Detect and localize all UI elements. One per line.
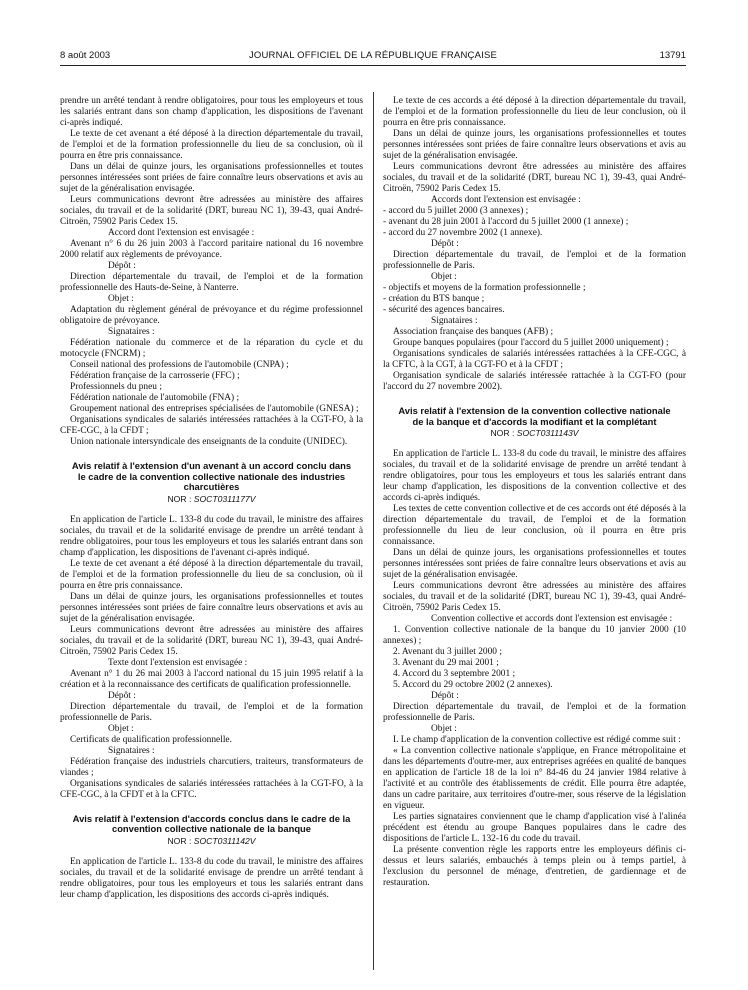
paragraph: Direction départementale du travail, de l'emploi et de la formation professionnelle de Paris. [60,701,363,723]
section-label: Objet : [108,723,134,734]
nor-reference: NOR : SOCT0311177V [167,493,256,504]
paragraph: Le texte de cet avenant a été déposé à la direction départementale du travail, de l'emploi et de la formation professionnelle du lieu de sa conclusion, où il pourra en être pris connaissance. [60,129,363,161]
signatory: Conseil national des professions de l'automobile (CNPA) ; [70,360,289,370]
paragraph: Leurs communications devront être adressées au ministère des affaires sociales, du travail et de la solidarité (DRT, bureau NC 1), 39-43, quai André-Citroën, 75902 Paris Cedex 15. [60,624,363,657]
list-item: - objectifs et moyens de la formation professionnelle ; [383,283,586,293]
section-label: Accord dont l'extension est envisagée : [108,228,255,238]
paragraph: Adaptation du règlement général de prévoyance et du régime professionnel obligatoire de prévoyance. [60,305,363,326]
signatory: Groupement national des entreprises spécialisées de l'automobile (GNESA) ; [70,404,359,414]
list-item: 4. Accord du 3 septembre 2001 ; [393,669,516,679]
paragraph: Avenant n° 1 du 26 mai 2003 à l'accord national du 15 juin 1995 relatif à la création et à la reconnaissance des certificats de qualification professionnelle. [60,668,363,690]
paragraph: En application de l'article L. 133-8 du code du travail, le ministre des affaires sociales, du travail et de la solidarité envisage de prendre un arrêté tendant à rendre obligatoires, pour tous les employeurs et tous les salariés entrant dans leur champ d'application, les dispositions des accords ci-après indiqués. [60,856,363,900]
list-item: - sécurité des agences bancaires. [383,305,505,315]
paragraph: Leurs communications devront être adressées au ministère des affaires sociales, du travail et de la solidarité (DRT, bureau NC 1), 39-43, quai André-Citroën, 75902 Paris Cedex 15. [383,162,686,194]
signatory: Groupe banques populaires (pour l'accord du 5 juillet 2000 uniquement) ; [393,338,669,348]
header-journal-title: JOURNAL OFFICIEL DE LA RÉPUBLIQUE FRANÇAISE [248,50,498,61]
paragraph: En application de l'article L. 133-8 du code du travail, le ministre des affaires sociales, du travail et de la solidarité envisage de prendre un arrêté tendant à rendre obligatoires, pour tous les employeurs et tous les salariés entrant dans leur champ d'application, les dispositions de la convention collective et des accords ci-après indiqués. [383,449,686,503]
list-item: 2. Avenant du 3 juillet 2000 ; [393,647,502,657]
section-label: Dépôt : [108,261,136,271]
header-rule [60,65,686,66]
paragraph: Le texte de cet avenant a été déposé à la direction départementale du travail, de l'emploi et de la formation professionnelle du lieu de sa conclusion, où il pourra en être pris connaissance. [60,558,363,591]
notice-heading: Avis relatif à l'extension d'un avenant à un accord conclu dans le cadre de la convention collective nationale des industries charcutières [71,460,352,492]
signatory: Association française des banques (AFB) ; [393,327,554,337]
section-label: Dépôt : [431,239,459,249]
paragraph: Dans un délai de quinze jours, les organisations professionnelles et toutes personnes intéressées sont priées de faire connaître leurs observations et avis au sujet de la généralisation envisagée. [383,129,686,161]
section-label: Signataires : [108,745,155,756]
signatory: Organisation syndicale de salariés intéressée rattachée à la CGT-FO (pour l'accord du 27 novembre 2002). [383,371,686,392]
signatory: Fédération nationale du commerce et de la réparation du cycle et du motocycle (FNCRM) ; [60,338,363,359]
paragraph: Avenant n° 6 du 26 juin 2003 à l'accord paritaire national du 16 novembre 2000 relatif aux règlements de prévoyance. [60,239,363,260]
paragraph: Le texte de ces accords a été déposé à la direction départementale du travail, de l'emploi et de la formation professionnelle du lieu de leur conclusion, où il pourra en être pris connaissance. [383,96,686,128]
paragraph: Direction départementale du travail, de l'emploi et de la formation professionnelle des Hauts-de-Seine, à Nanterre. [60,272,363,293]
paragraph: Direction départementale du travail, de l'emploi et de la formation professionnelle de Paris. [383,250,686,271]
column-divider [373,92,374,970]
right-column [383,96,686,889]
list-item: 1. Convention collective nationale de la banque du 10 janvier 2000 (10 annexes) ; [383,625,686,646]
section-label: Objet : [431,724,457,734]
paragraph: « La convention collective nationale s'applique, en France métropolitaine et dans les départements d'outre-mer, aux entreprises agréées en qualité de banques en application de l'article 18 de la loi n° 84-46 du 24 janvier 1984 relative à l'activité et au contrôle des établissements de crédit. Elle pourra être adaptée, dans un cadre paritaire, aux territoires d'outre-mer, sous réserve de la législation en vigueur. [383,746,686,811]
list-item: - création du BTS banque ; [383,294,485,304]
section-label: Accords dont l'extension est envisagée : [431,195,581,205]
signatory: Organisations syndicales de salariés intéressées rattachées à la CGT-FO, à la CFE-CGC, à la CFDT et à la CFTC. [60,778,363,800]
paragraph: Dans un délai de quinze jours, les organisations professionnelles et toutes personnes intéressées sont priées de faire connaître leurs observations et avis au sujet de la généralisation envisagée. [60,162,363,194]
signatory: Fédération française des industriels charcutiers, traiteurs, transformateurs de viandes ; [60,756,363,778]
notice-heading: Avis relatif à l'extension d'accords conclus dans le cadre de la convention collective nationale de la banque [72,812,351,834]
list-item: - avenant du 28 juin 2001 à l'accord du 5 juillet 2000 (1 annexe) ; [383,217,629,227]
nor-reference: NOR : SOCT0311143V [490,428,579,438]
section-label: Dépôt : [108,690,136,701]
paragraph: Dans un délai de quinze jours, les organisations professionnelles et toutes personnes intéressées sont priées de faire connaître leurs observations et avis au sujet de la généralisation envisagée. [383,548,686,580]
section-label: Objet : [108,294,134,304]
notice-heading: Avis relatif à l'extension de la convention collective nationale de la banque et d'accords la modifiant et la complétant [398,405,671,427]
signatory: Fédération française de la carrosserie (FFC) ; [70,371,240,381]
list-item: 5. Accord du 29 octobre 2002 (2 annexes). [393,680,553,690]
paragraph: Dans un délai de quinze jours, les organisations professionnelles et toutes personnes intéressées sont priées de faire connaître leurs observations et avis au sujet de la généralisation envisagée. [60,591,363,624]
signatory: Union nationale intersyndicale des enseignants de la conduite (UNIDEC). [70,437,348,447]
paragraph: Leurs communications devront être adressées au ministère des affaires sociales, du travail et de la solidarité (DRT, bureau NC 1), 39-43, quai André-Citroën, 75902 Paris Cedex 15. [383,581,686,613]
section-label: Signataires : [108,327,155,337]
left-column [60,96,363,901]
page-header [60,50,686,64]
paragraph: prendre un arrêté tendant à rendre obligatoires, pour tous les employeurs et tous les salariés entrant dans son champ d'application, les dispositions de l'avenant ci-après indiqué. [60,96,363,128]
paragraph: Direction départementale du travail, de l'emploi et de la formation professionnelle de Paris. [383,702,686,723]
signatory: Organisations syndicales de salariés intéressées rattachées à la CFE-CGC, à la CFTC, à la CGT, à la CGT-FO et à la CFDT ; [383,349,686,370]
paragraph: En application de l'article L. 133-8 du code du travail, le ministre des affaires sociales, du travail et de la solidarité envisage de prendre un arrêté tendant à rendre obligatoires, pour tous les employeurs et tous les salariés entrant dans son champ d'application, les dispositions de l'avenant ci-après indiqué. [60,514,363,558]
section-label: Texte dont l'extension est envisagée : [108,657,248,668]
paragraph: I. Le champ d'application de la convention collective est rédigé comme suit : [393,735,681,745]
header-date: 8 août 2003 [60,50,111,61]
section-label: Dépôt : [431,691,459,701]
section-label: Convention collective et accords dont l'extension est envisagée : [431,614,673,624]
list-item: - accord du 5 juillet 2000 (3 annexes) ; [383,206,529,216]
signatory: Fédération nationale de l'automobile (FNA) ; [70,393,240,403]
paragraph: Leurs communications devront être adressées au ministère des affaires sociales, du travail et de la solidarité (DRT, bureau NC 1), 39-43, quai André-Citroën, 75902 Paris Cedex 15. [60,195,363,227]
list-item: - accord du 27 novembre 2002 (1 annexe). [383,228,543,238]
nor-reference: NOR : SOCT0311142V [167,835,256,846]
section-label: Objet : [431,272,457,282]
paragraph: Certificats de qualification professionnelle. [70,734,232,745]
section-label: Signataires : [431,316,478,326]
signatory: Organisations syndicales de salariés intéressées rattachées à la CGT-FO, à la CFE-CGC, à la CFDT ; [60,415,363,436]
paragraph: La présente convention règle les rapports entre les employeurs définis ci-dessus et leurs salariés, embauchés à temps plein ou à temps partiel, à l'exclusion du personnel de ménage, d'entretien, de gardiennage et de restauration. [383,845,686,888]
header-page-number: 13791 [659,50,686,61]
signatory: Professionnels du pneu ; [70,382,162,392]
list-item: 3. Avenant du 29 mai 2001 ; [393,658,499,668]
paragraph: Les parties signataires conviennent que le champ d'application visé à l'alinéa précédent est étendu au groupe Banques populaires dans le cadre des dispositions de l'article L. 132-16 du code du travail. [383,812,686,844]
paragraph: Les textes de cette convention collective et de ces accords ont été déposés à la direction départementale du travail, de l'emploi et de la formation professionnelle du lieu de leur conclusion, où il pourra en être pris connaissance. [383,504,686,547]
